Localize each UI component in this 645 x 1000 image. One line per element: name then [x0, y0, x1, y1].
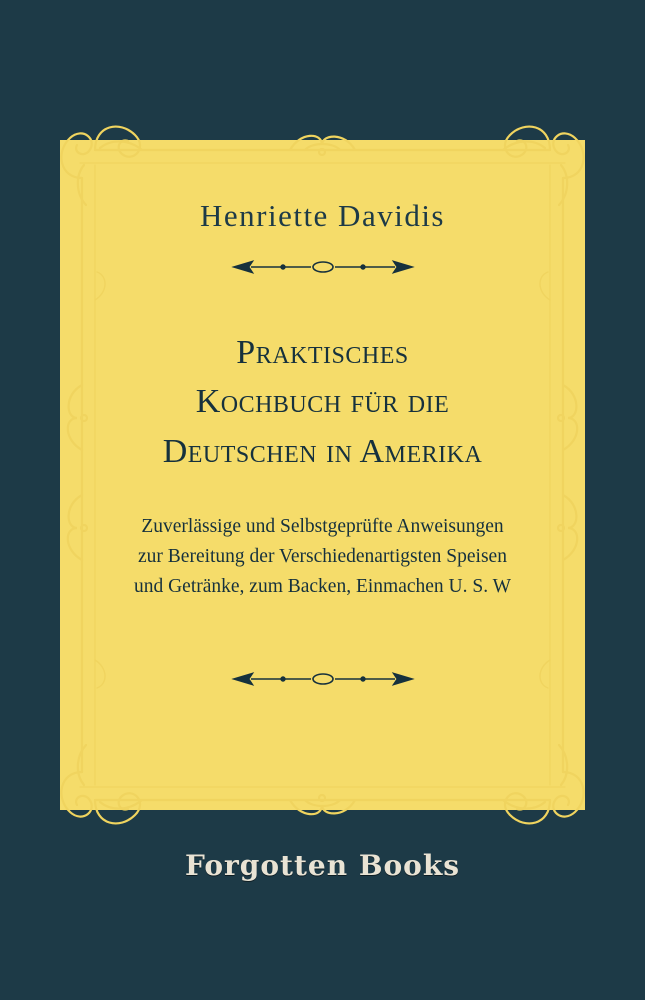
title-line-1: Praktisches	[236, 334, 409, 371]
subtitle-line-2: zur Bereitung der Verschiedenartigsten Speisen	[138, 546, 507, 568]
publisher-name: Forgotten Books	[185, 849, 460, 882]
cover-panel-content	[60, 140, 585, 810]
author-name: Henriette Davidis	[199, 198, 445, 233]
book-title	[100, 328, 545, 476]
subtitle-line-3: und Getränke, zum Backen, Einmachen U. S. W	[133, 576, 512, 598]
title-line-2: Kochbuch für die	[195, 383, 450, 421]
cover-panel	[60, 140, 585, 810]
title-line-3: Deutschen in Amerika	[162, 432, 483, 470]
subtitle-line-1: Zuverlässige und Selbstgeprüfte Anweisungen	[141, 515, 504, 537]
ornamental-divider-top-icon	[223, 256, 423, 278]
book-subtitle	[100, 512, 545, 603]
ornamental-divider-bottom-icon	[223, 668, 423, 690]
